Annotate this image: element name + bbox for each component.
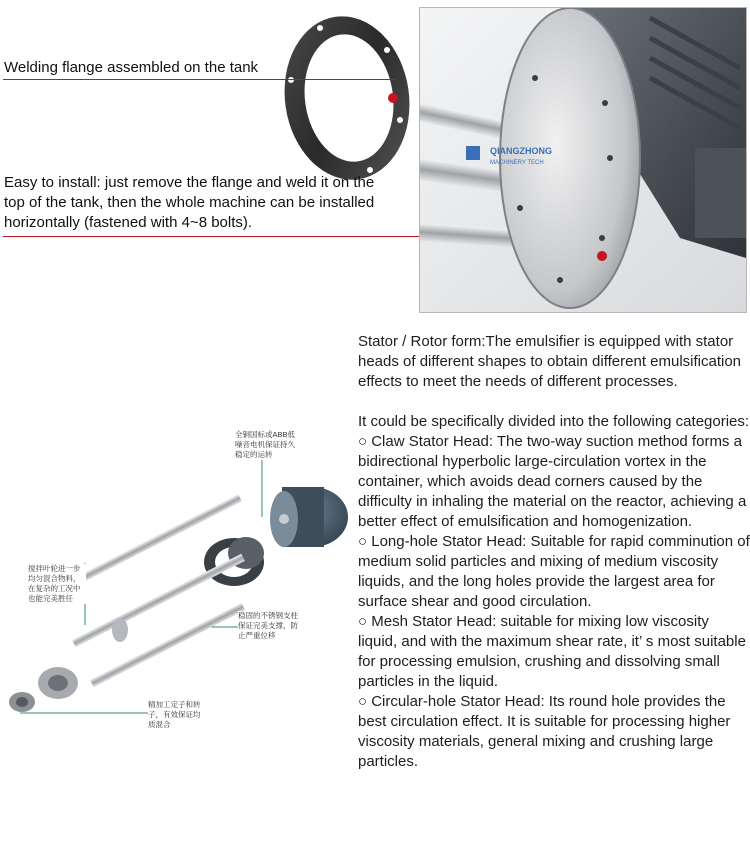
machine-photo — [419, 7, 747, 313]
note-support: 稳固的不锈钢支柱保证完美支撑，防止严重位移 — [238, 611, 298, 640]
item-mesh-stator: ○ Mesh Stator Head: suitable for mixing low viscosity liquid, and with the maximum shear rate, it’ s most suitable for processing emulsion, crushing and dissolving small particles in the liquid. — [358, 613, 746, 690]
flange-caption: Welding flange assembled on the tank — [4, 59, 259, 76]
stator-description — [358, 332, 750, 772]
install-caption: Easy to install: just remove the flange and weld it on the top of the tank, then the whole machine can be installed horizontally (fastened with 4~8 bolts). — [4, 174, 375, 231]
note-impeller: 搅拌叶轮进一步均匀混合物料，在复杂的工况中也能完美胜任 — [28, 564, 86, 604]
welding-flange-image — [275, 10, 415, 185]
item-long-hole-stator: ○ Long-hole Stator Head: Suitable for rapid comminution of medium solid particles and mixing of medium viscosity liquids, and the long holes provide the largest area for surface shear and good circulation. — [358, 533, 750, 610]
note-motor: 全铜国标或ABB低噪音电机保证持久稳定的运转 — [235, 430, 296, 459]
intro-paragraph: Stator / Rotor form:The emulsifier is equipped with stator heads of different shapes to obtain different emulsification effects to meet the needs of different processes. — [358, 333, 742, 390]
brand-logo-text: QIANGZHONG — [490, 146, 552, 156]
item-circular-hole-stator: ○ Circular-hole Stator Head: Its round hole provides the best circulation effect. It is suitable for processing higher viscosity materials, general mixing and crushing large particles. — [358, 693, 731, 770]
categories-lead: It could be specifically divided into the following categories: — [358, 413, 750, 430]
flange-leader-line — [3, 79, 395, 80]
note-stator: 精加工定子和转子，有效保证均质混合 — [148, 700, 206, 730]
brand-logo-subtext: MACHINERY TECH — [490, 160, 544, 166]
machine-illustration — [420, 8, 746, 312]
item-claw-stator: ○ Claw Stator Head: The two-way suction method forms a bidirectional hyperbolic large-circulation vortex in the container, which avoids dead corners caused by the difficulty in inhaling the material on the reactor, achieving a better effect of emulsification and homogenization. — [358, 433, 747, 530]
